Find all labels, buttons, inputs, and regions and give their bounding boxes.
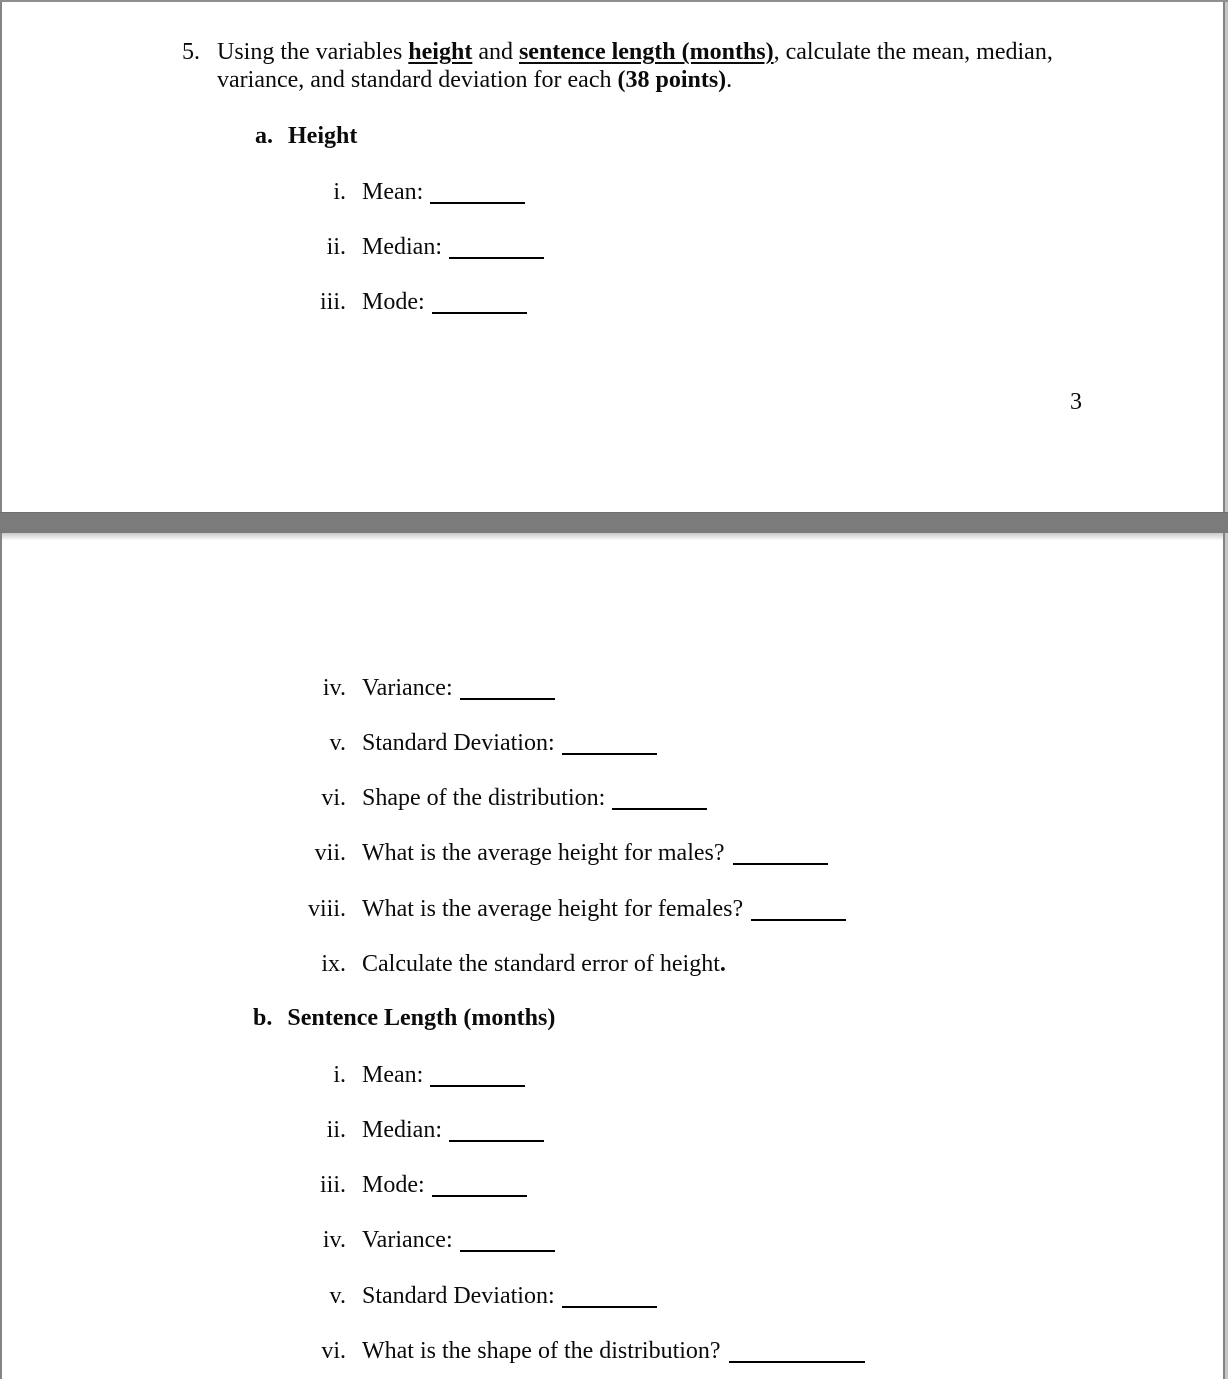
section-b-title: Sentence Length (months)	[287, 1005, 556, 1031]
list-numeral: i.	[333, 1062, 346, 1088]
list-numeral: ix.	[321, 951, 346, 977]
section-a-title: Height	[288, 123, 358, 149]
question-line-1	[217, 38, 1053, 66]
question-text-segment: and	[472, 39, 519, 65]
question-text-segment: , calculate the mean, median,	[773, 39, 1053, 65]
section-b-heading	[253, 1004, 555, 1032]
answer-blank	[430, 1085, 525, 1087]
list-label: Mode:	[362, 1172, 425, 1198]
list-item-a-vi	[276, 784, 707, 812]
list-numeral: vii.	[314, 840, 346, 866]
question-text-segment: .	[726, 67, 733, 93]
list-numeral: viii.	[307, 896, 346, 922]
question-text-segment: variance, and standard deviation for each	[217, 67, 618, 93]
list-numeral: vi.	[321, 785, 346, 811]
list-item-a-v	[276, 729, 657, 757]
answer-blank	[460, 698, 555, 700]
bold-period: .	[719, 951, 726, 977]
list-label: Mean:	[362, 1062, 424, 1088]
left-page-border	[0, 0, 2, 1379]
list-numeral: iv.	[322, 675, 346, 701]
answer-blank	[733, 863, 828, 865]
right-page-border	[1223, 0, 1225, 1379]
list-numeral: vi.	[321, 1338, 346, 1364]
list-numeral: v.	[329, 730, 346, 756]
question-number: 5.	[182, 39, 200, 65]
answer-blank	[751, 919, 846, 921]
list-item-b-vi	[276, 1337, 865, 1365]
list-item-b-v	[276, 1282, 657, 1310]
list-label: Variance:	[362, 1227, 453, 1253]
list-numeral: ii.	[326, 1117, 346, 1143]
variable-height-emphasis: height	[408, 39, 473, 65]
top-edge-line	[0, 0, 1228, 2]
list-item-b-ii	[276, 1116, 544, 1144]
answer-blank	[562, 753, 657, 755]
list-numeral: i.	[333, 179, 346, 205]
list-label: Mode:	[362, 289, 425, 315]
answer-blank	[562, 1306, 657, 1308]
answer-blank	[460, 1250, 555, 1252]
list-numeral: ii.	[326, 234, 346, 260]
question-text-segment: Using the variables	[217, 39, 409, 65]
list-item-b-iv	[276, 1226, 555, 1254]
list-label: What is the average height for males?	[362, 840, 725, 866]
list-label: Standard Deviation:	[362, 1283, 555, 1309]
list-item-a-ix	[276, 950, 726, 978]
answer-blank	[612, 808, 707, 810]
list-label: Standard Deviation:	[362, 730, 555, 756]
answer-blank	[432, 312, 527, 314]
list-numeral: iii.	[319, 289, 346, 315]
question-5-paragraph	[182, 38, 1053, 94]
answer-blank	[449, 1140, 544, 1142]
points-emphasis: (38 points)	[617, 67, 727, 93]
list-label: Calculate the standard error of height	[362, 951, 720, 977]
list-label: Variance:	[362, 675, 453, 701]
list-item-a-i	[276, 178, 525, 206]
list-item-a-viii	[276, 895, 846, 923]
answer-blank	[449, 257, 544, 259]
question-line-2	[217, 66, 1053, 94]
list-label: Mean:	[362, 179, 424, 205]
section-b-number: b.	[253, 1005, 273, 1031]
section-a-number: a.	[255, 123, 273, 149]
list-label: Median:	[362, 234, 442, 260]
list-numeral: iii.	[319, 1172, 346, 1198]
page-separator-band	[0, 512, 1228, 533]
list-numeral: iv.	[322, 1227, 346, 1253]
answer-blank	[430, 202, 525, 204]
page-number: 3	[1070, 389, 1082, 415]
page-top-shadow	[2, 533, 1223, 540]
variable-sentence-length-emphasis: sentence length (months)	[518, 39, 774, 65]
list-item-b-i	[276, 1061, 525, 1089]
list-label: Median:	[362, 1117, 442, 1143]
list-label: What is the shape of the distribution?	[362, 1338, 721, 1364]
section-a-heading	[255, 122, 357, 150]
answer-blank	[729, 1361, 865, 1363]
list-label: Shape of the distribution:	[362, 785, 606, 811]
list-item-a-iv	[276, 674, 555, 702]
answer-blank	[432, 1195, 527, 1197]
question-text	[217, 38, 1053, 94]
list-item-b-iii	[276, 1171, 527, 1199]
list-numeral: v.	[329, 1283, 346, 1309]
list-item-a-iii	[276, 288, 527, 316]
list-item-a-ii	[276, 233, 544, 261]
list-label: What is the average height for females?	[362, 896, 744, 922]
list-item-a-vii	[276, 839, 828, 867]
